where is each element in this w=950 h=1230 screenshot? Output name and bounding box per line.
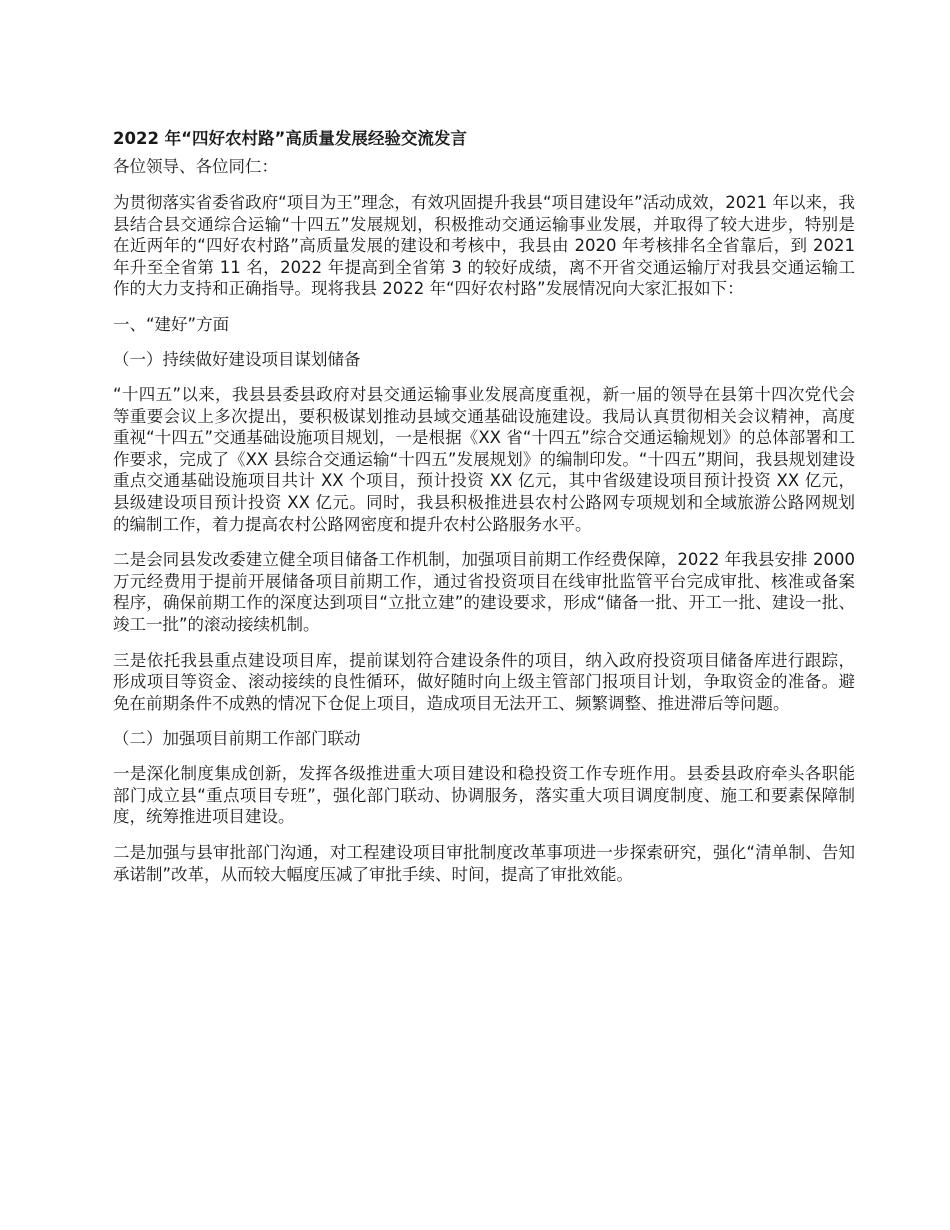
salutation: 各位领导、各位同仁： — [113, 157, 278, 176]
document-page — [113, 120, 855, 899]
paragraph-coordination-1: 一是深化制度集成创新，发挥各级推进重大项目建设和稳投资工作专班作用。县委县政府牵头各职能部门成立县“重点项目专班”，强化部门联动、协调服务，落实重大项目调度制度、施工和要素保障制度，统筹推进项目建设。 — [113, 764, 855, 827]
document-title: 2022 年“四好农村路”高质量发展经验交流发言 — [113, 129, 467, 148]
section-heading-build: 一、“建好”方面 — [113, 314, 230, 334]
paragraph-coordination-2: 二是加强与县审批部门沟通，对工程建设项目审批制度改革事项进一步探索研究，强化“清单制、告知承诺制”改革，从而较大幅度压减了审批手续、时间，提高了审批效能。 — [113, 843, 855, 884]
intro-paragraph: 为贯彻落实省委省政府“项目为王”理念，有效巩固提升我县“项目建设年”活动成效，2021 年以来，我县结合县交通综合运输“十四五”发展规划，积极推动交通运输事业发展，并取得了较大进步，特别是在近两年的“四好农村路”高质量发展的建设和考核中，我县由 2020 年考核排名全省靠后，到 2021 年升至全省第 11 名，2022 年提高到全省第 3 的较好成绩，离不开省交通运输厅对我县交通运输工作的大力支持和正确指导。现将我县 2022 年“四好农村路”发展情况向大家汇报如下： — [113, 193, 855, 299]
paragraph-planning-3: 三是依托我县重点建设项目库，提前谋划符合建设条件的项目，纳入政府投资项目储备库进行跟踪，形成项目等资金、滚动接续的良性循环，做好随时向上级主管部门报项目计划，争取资金的准备。避免在前期条件不成熟的情况下仓促上项目，造成项目无法开工、频繁调整、推进滞后等问题。 — [113, 650, 855, 713]
paragraph-planning-2: 二是会同县发改委建立健全项目储备工作机制，加强项目前期工作经费保障，2022 年我县安排 2000 万元经费用于提前开展储备项目前期工作，通过省投资项目在线审批监管平台完成审批、核准或备案程序，确保前期工作的深度达到项目“立批立建”的建设要求，形成“储备一批、开工一批、建设一批、竣工一批”的滚动接续机制。 — [113, 550, 855, 634]
subsection-heading-planning: （一）持续做好建设项目谋划储备 — [113, 349, 361, 369]
subsection-heading-coordination: （二）加强项目前期工作部门联动 — [113, 729, 361, 749]
paragraph-planning-1: “十四五”以来，我县县委县政府对县交通运输事业发展高度重视，新一届的领导在县第十四次党代会等重要会议上多次提出，要积极谋划推动县域交通基础设施建设。我局认真贯彻相关会议精神，高度重视“十四五”交通基础设施项目规划，一是根据《XX 省“十四五”综合交通运输规划》的总体部署和工作要求，完成了《XX 县综合交通运输“十四五”发展规划》的编制印发。“十四五”期间，我县规划建设重点交通基础设施项目共计 XX 个项目，预计投资 XX 亿元，其中省级建设项目预计投资 XX 亿元，县级建设项目预计投资 XX 亿元。同时，我县积极推进县农村公路网专项规划和全域旅游公路网规划的编制工作，着力提高农村公路网密度和提升农村公路服务水平。 — [113, 384, 855, 534]
